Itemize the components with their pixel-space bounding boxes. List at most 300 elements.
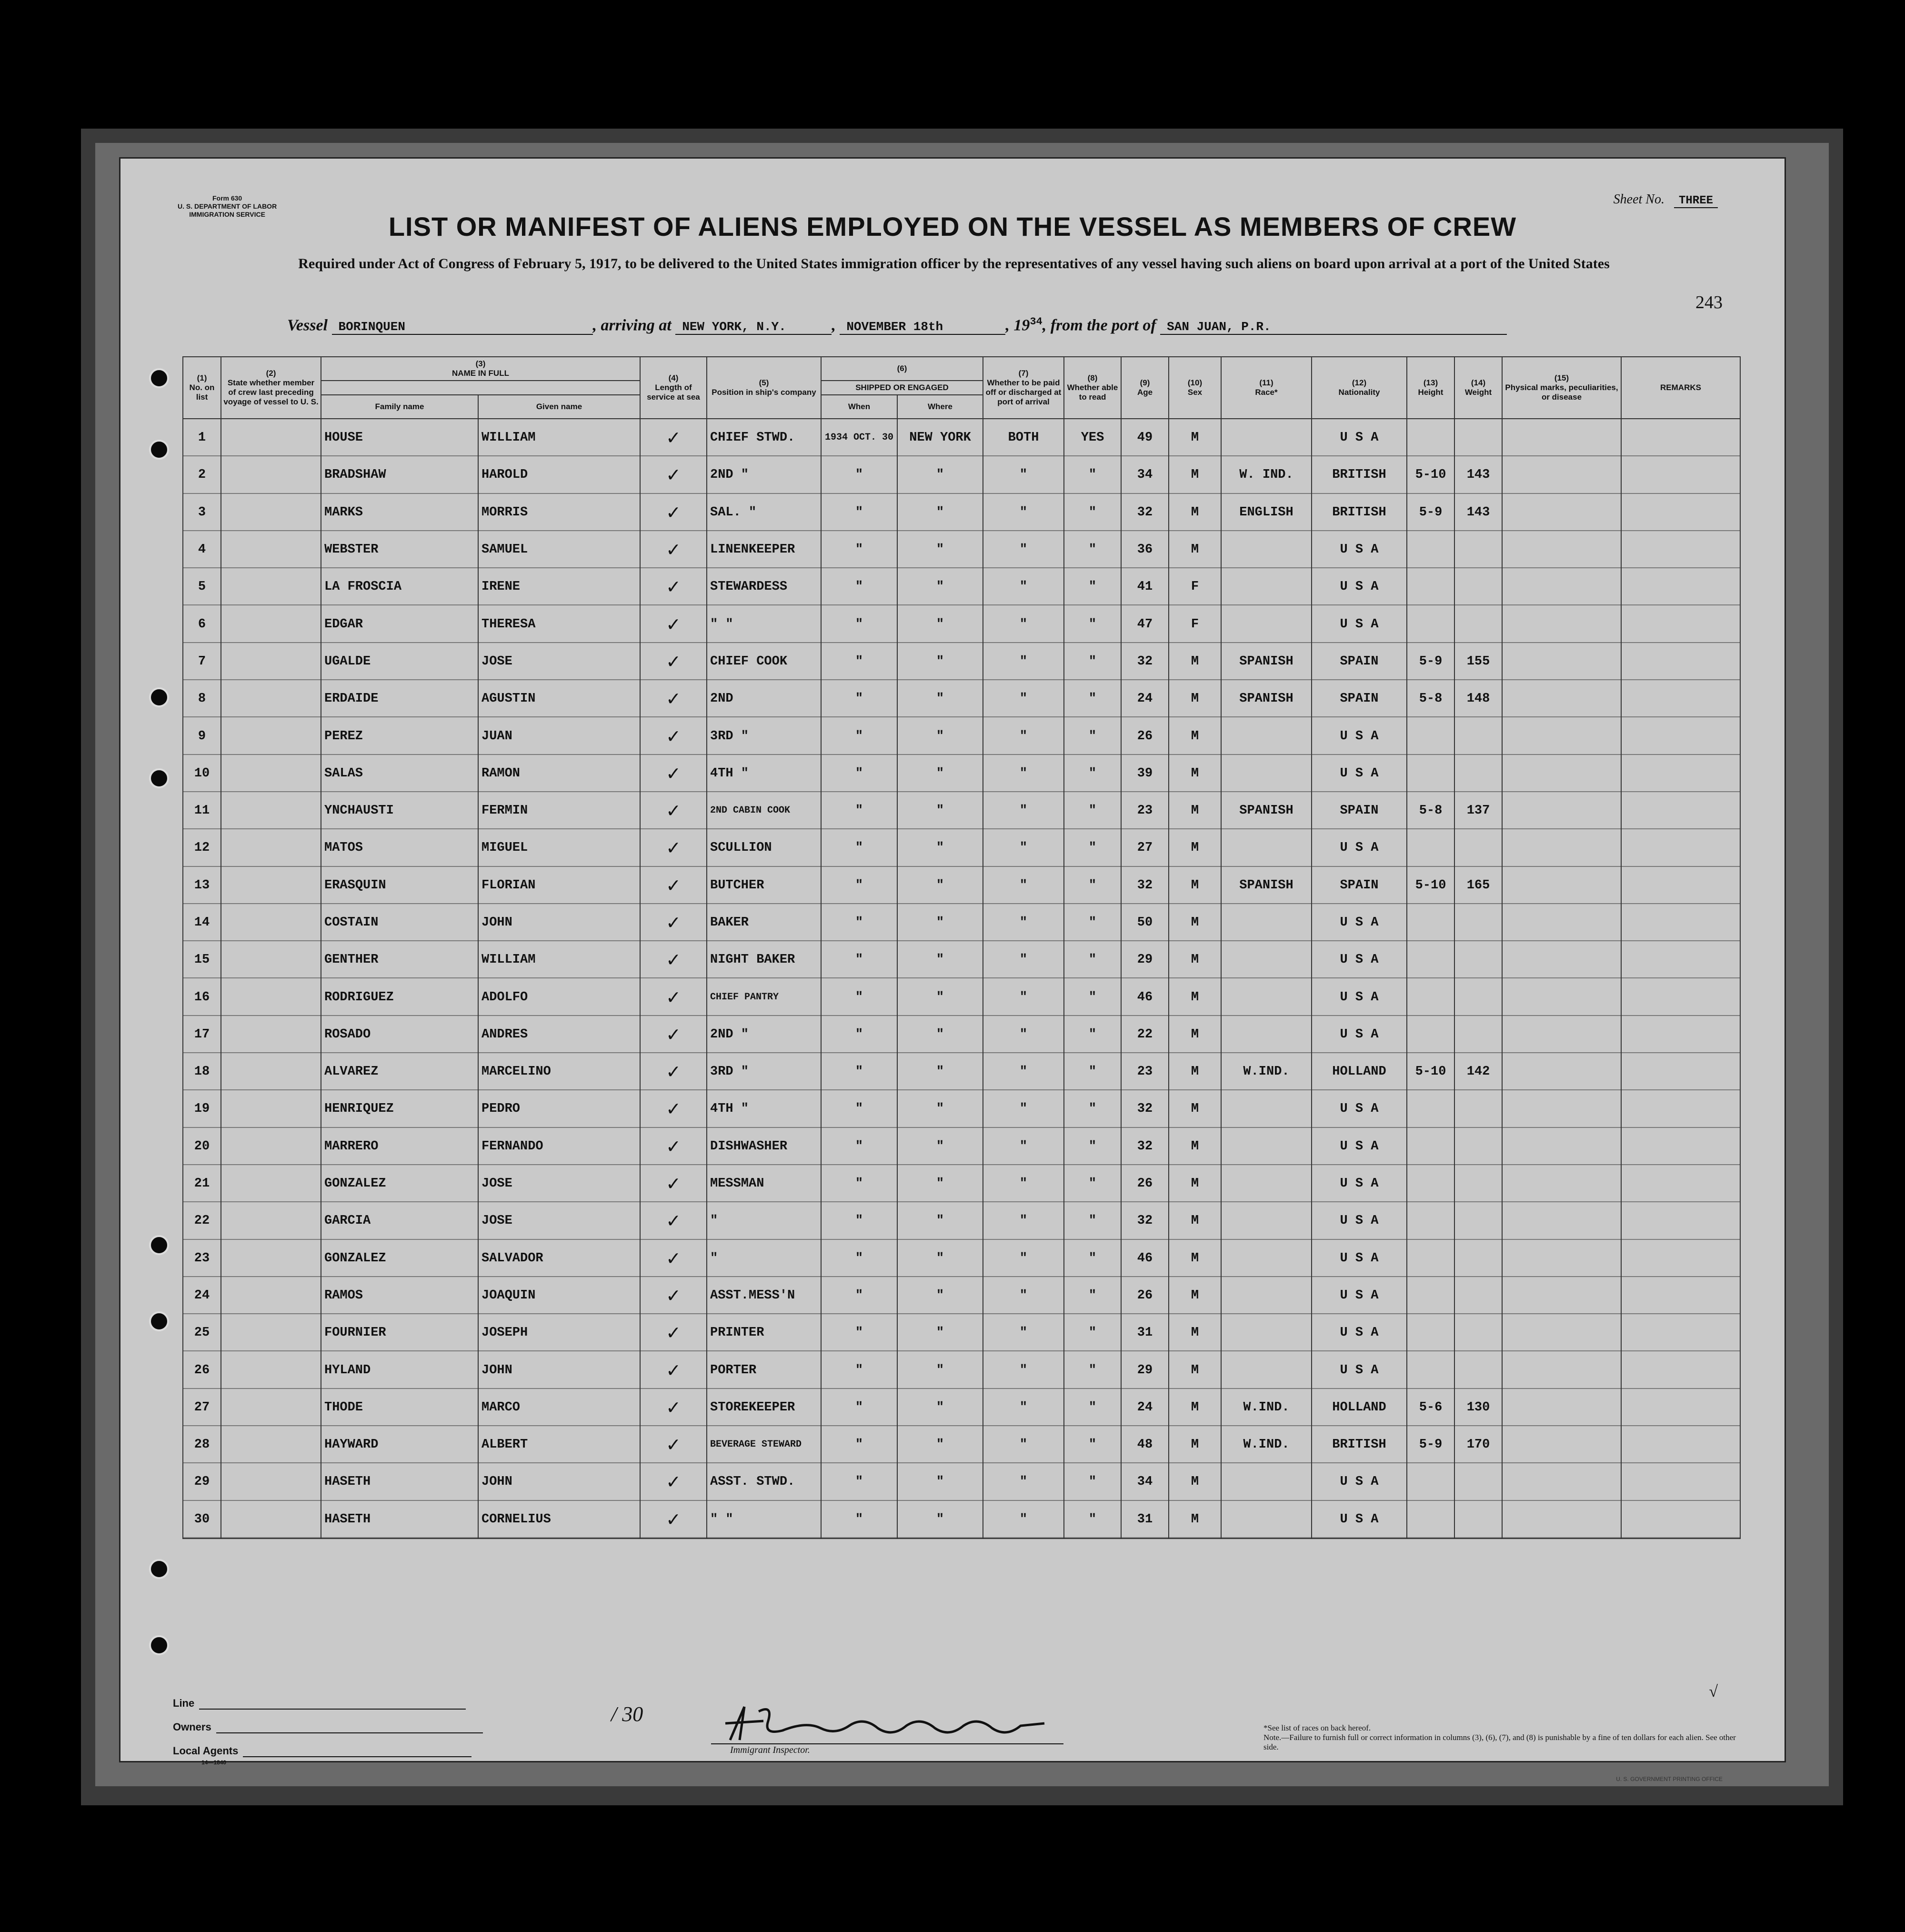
inspector-label: Immigrant Inspector. <box>730 1745 810 1755</box>
crew-row <box>183 1128 1740 1165</box>
cell-weight <box>1454 531 1502 568</box>
cell-sex: M <box>1169 829 1221 866</box>
given-name-header: Given name <box>478 395 640 419</box>
cell-given: AGUSTIN <box>478 680 640 717</box>
cell-family: MARKS <box>321 494 478 531</box>
arriving-label: , arriving at <box>592 316 672 334</box>
cell-state <box>221 1016 321 1053</box>
cell-height: 5-8 <box>1407 792 1454 829</box>
cell-race: SPANISH <box>1221 680 1312 717</box>
vessel-label: Vessel <box>287 316 328 334</box>
cell-height: 5-10 <box>1407 456 1454 493</box>
cell-state <box>221 1128 321 1165</box>
cell-paid: " <box>983 867 1064 904</box>
cell-height <box>1407 605 1454 643</box>
cell-sex: M <box>1169 419 1221 456</box>
shipped-engaged-label: SHIPPED OR ENGAGED <box>821 381 983 395</box>
cell-height <box>1407 978 1454 1016</box>
cell-where: " <box>897 456 983 493</box>
cell-remarks <box>1621 680 1740 717</box>
name-in-full <box>321 381 640 395</box>
cell-sex: M <box>1169 456 1221 493</box>
cell-remarks <box>1621 1202 1740 1239</box>
binder-hole <box>149 1559 169 1579</box>
col-remarks-header: REMARKS <box>1621 357 1740 419</box>
cell-position: 3RD " <box>707 1053 821 1090</box>
cell-read: " <box>1064 792 1121 829</box>
cell-paid: " <box>983 531 1064 568</box>
cell-where: " <box>897 941 983 978</box>
cell-no: 9 <box>183 717 221 755</box>
cell-no: 24 <box>183 1277 221 1314</box>
cell-read: " <box>1064 1165 1121 1202</box>
page-number: 243 <box>1695 292 1723 312</box>
cell-remarks <box>1621 1314 1740 1351</box>
cell-state <box>221 1501 321 1539</box>
cell-marks <box>1502 1053 1621 1090</box>
cell-nationality: U S A <box>1312 1090 1407 1127</box>
cell-height <box>1407 1314 1454 1351</box>
cell-weight <box>1454 904 1502 941</box>
cell-weight <box>1454 568 1502 605</box>
cell-when: " <box>821 1314 897 1351</box>
cell-weight: 155 <box>1454 643 1502 680</box>
family-name-header: Family name <box>321 395 478 419</box>
cell-marks <box>1502 792 1621 829</box>
cell-paid: " <box>983 1501 1064 1539</box>
when-header: When <box>821 395 897 419</box>
cell-sex: M <box>1169 1202 1221 1239</box>
cell-where: " <box>897 978 983 1016</box>
cell-family: HENRIQUEZ <box>321 1090 478 1127</box>
cell-when: " <box>821 941 897 978</box>
cell-age: 34 <box>1121 456 1169 493</box>
cell-age: 39 <box>1121 755 1169 792</box>
cell-given: ALBERT <box>478 1426 640 1463</box>
cell-paid: " <box>983 643 1064 680</box>
cell-state <box>221 1090 321 1127</box>
cell-nationality: BRITISH <box>1312 1426 1407 1463</box>
cell-given: JOHN <box>478 1463 640 1500</box>
cell-given: FLORIAN <box>478 867 640 904</box>
cell-where: " <box>897 1426 983 1463</box>
cell-where: " <box>897 1128 983 1165</box>
cell-given: MARCO <box>478 1389 640 1426</box>
cell-sex: M <box>1169 1426 1221 1463</box>
corner-mark: √ <box>1709 1683 1718 1701</box>
cell-sex: M <box>1169 717 1221 755</box>
crew-row <box>183 1202 1740 1239</box>
cell-sex: M <box>1169 643 1221 680</box>
cell-remarks <box>1621 1128 1740 1165</box>
cell-remarks <box>1621 829 1740 866</box>
cell-state <box>221 605 321 643</box>
cell-remarks <box>1621 1240 1740 1277</box>
crew-table <box>182 356 1741 1539</box>
cell-service: ✓ <box>640 494 707 531</box>
cell-weight: 143 <box>1454 494 1502 531</box>
cell-no: 23 <box>183 1240 221 1277</box>
cell-nationality: U S A <box>1312 904 1407 941</box>
cell-race <box>1221 531 1312 568</box>
cell-position: MESSMAN <box>707 1165 821 1202</box>
cell-sex: F <box>1169 605 1221 643</box>
cell-height <box>1407 717 1454 755</box>
cell-nationality: U S A <box>1312 1202 1407 1239</box>
cell-service: ✓ <box>640 1389 707 1426</box>
cell-given: FERNANDO <box>478 1128 640 1165</box>
col-service-header: (4) Length of service at sea <box>640 357 707 419</box>
cell-family: EDGAR <box>321 605 478 643</box>
cell-given: JOHN <box>478 1351 640 1389</box>
crew-row <box>183 1090 1740 1127</box>
cell-height: 5-10 <box>1407 1053 1454 1090</box>
cell-no: 7 <box>183 643 221 680</box>
cell-service: ✓ <box>640 1053 707 1090</box>
service: IMMIGRATION SERVICE <box>189 211 265 218</box>
cell-position: SAL. " <box>707 494 821 531</box>
cell-read: " <box>1064 1016 1121 1053</box>
cell-paid: " <box>983 1277 1064 1314</box>
cell-service: ✓ <box>640 1165 707 1202</box>
cell-no: 16 <box>183 978 221 1016</box>
cell-when: " <box>821 978 897 1016</box>
cell-state <box>221 1165 321 1202</box>
cell-given: JUAN <box>478 717 640 755</box>
cell-nationality: U S A <box>1312 717 1407 755</box>
department: U. S. DEPARTMENT OF LABOR <box>178 202 277 210</box>
cell-paid: " <box>983 1463 1064 1500</box>
cell-where: " <box>897 755 983 792</box>
cell-family: YNCHAUSTI <box>321 792 478 829</box>
cell-position: 2ND CABIN COOK <box>707 792 821 829</box>
cell-state <box>221 1463 321 1500</box>
cell-state <box>221 1351 321 1389</box>
cell-state <box>221 456 321 493</box>
cell-age: 22 <box>1121 1016 1169 1053</box>
cell-family: HOUSE <box>321 419 478 456</box>
cell-state <box>221 829 321 866</box>
cell-age: 24 <box>1121 1389 1169 1426</box>
cell-service: ✓ <box>640 1016 707 1053</box>
race-note: *See list of races on back hereof. <box>1263 1723 1371 1732</box>
binder-hole <box>149 368 169 388</box>
cell-read: " <box>1064 1351 1121 1389</box>
cell-age: 32 <box>1121 643 1169 680</box>
cell-read: " <box>1064 717 1121 755</box>
cell-nationality: SPAIN <box>1312 643 1407 680</box>
manifest-page <box>119 157 1786 1782</box>
cell-family: BRADSHAW <box>321 456 478 493</box>
binder-hole <box>149 1235 169 1255</box>
cell-weight <box>1454 941 1502 978</box>
cell-position: BAKER <box>707 904 821 941</box>
cell-race <box>1221 1016 1312 1053</box>
cell-where: " <box>897 1463 983 1500</box>
cell-state <box>221 1202 321 1239</box>
cell-service: ✓ <box>640 904 707 941</box>
cell-where: " <box>897 792 983 829</box>
cell-given: HAROLD <box>478 456 640 493</box>
cell-marks <box>1502 1090 1621 1127</box>
cell-service: ✓ <box>640 680 707 717</box>
cell-read: YES <box>1064 419 1121 456</box>
cell-marks <box>1502 1501 1621 1539</box>
cell-race <box>1221 568 1312 605</box>
cell-marks <box>1502 456 1621 493</box>
cell-nationality: U S A <box>1312 419 1407 456</box>
year-prefix: , 19 <box>1005 316 1030 334</box>
cell-nationality: BRITISH <box>1312 494 1407 531</box>
cell-marks <box>1502 1202 1621 1239</box>
cell-race: W.IND. <box>1221 1053 1312 1090</box>
cell-height <box>1407 1240 1454 1277</box>
cell-weight <box>1454 1277 1502 1314</box>
crew-row <box>183 531 1740 568</box>
cell-read: " <box>1064 1463 1121 1500</box>
cell-weight <box>1454 978 1502 1016</box>
cell-marks <box>1502 1389 1621 1426</box>
cell-position: " " <box>707 1501 821 1539</box>
cell-remarks <box>1621 1426 1740 1463</box>
cell-read: " <box>1064 680 1121 717</box>
cell-marks <box>1502 680 1621 717</box>
crew-row <box>183 717 1740 755</box>
cell-given: RAMON <box>478 755 640 792</box>
cell-sex: M <box>1169 1501 1221 1539</box>
cell-where: " <box>897 1501 983 1539</box>
cell-when: " <box>821 1128 897 1165</box>
cell-no: 11 <box>183 792 221 829</box>
cell-remarks <box>1621 904 1740 941</box>
col-paid-header: (7) Whether to be paid off or discharged at port of arrival <box>983 357 1064 419</box>
cell-service: ✓ <box>640 755 707 792</box>
cell-service: ✓ <box>640 717 707 755</box>
cell-marks <box>1502 1240 1621 1277</box>
cell-height <box>1407 1202 1454 1239</box>
crew-row <box>183 1240 1740 1277</box>
cell-read: " <box>1064 829 1121 866</box>
cell-given: ADOLFO <box>478 978 640 1016</box>
cell-given: WILLIAM <box>478 941 640 978</box>
cell-marks <box>1502 419 1621 456</box>
cell-given: JOSEPH <box>478 1314 640 1351</box>
cell-when: " <box>821 1463 897 1500</box>
cell-sex: M <box>1169 1165 1221 1202</box>
cell-race <box>1221 1165 1312 1202</box>
cell-where: " <box>897 717 983 755</box>
cell-weight: 170 <box>1454 1426 1502 1463</box>
cell-sex: M <box>1169 867 1221 904</box>
cell-marks <box>1502 1314 1621 1351</box>
cell-weight <box>1454 1314 1502 1351</box>
cell-service: ✓ <box>640 1426 707 1463</box>
cell-weight: 142 <box>1454 1053 1502 1090</box>
cell-read: " <box>1064 904 1121 941</box>
cell-race <box>1221 605 1312 643</box>
cell-when: " <box>821 792 897 829</box>
cell-position: " <box>707 1240 821 1277</box>
cell-nationality: U S A <box>1312 1277 1407 1314</box>
cell-race <box>1221 717 1312 755</box>
cell-marks <box>1502 605 1621 643</box>
cell-position: " <box>707 1202 821 1239</box>
cell-nationality: U S A <box>1312 1128 1407 1165</box>
cell-family: HYLAND <box>321 1351 478 1389</box>
cell-read: " <box>1064 755 1121 792</box>
cell-where: " <box>897 904 983 941</box>
cell-state <box>221 1277 321 1314</box>
cell-no: 18 <box>183 1053 221 1090</box>
cell-family: GENTHER <box>321 941 478 978</box>
cell-position: NIGHT BAKER <box>707 941 821 978</box>
cell-no: 25 <box>183 1314 221 1351</box>
cell-nationality: SPAIN <box>1312 680 1407 717</box>
cell-remarks <box>1621 1277 1740 1314</box>
footer-line: Line <box>173 1697 466 1710</box>
crew-row <box>183 605 1740 643</box>
cell-remarks <box>1621 717 1740 755</box>
cell-weight: 165 <box>1454 867 1502 904</box>
cell-read: " <box>1064 643 1121 680</box>
cell-where: " <box>897 568 983 605</box>
cell-sex: M <box>1169 1090 1221 1127</box>
cell-sex: F <box>1169 568 1221 605</box>
cell-when: " <box>821 456 897 493</box>
cell-marks <box>1502 1165 1621 1202</box>
cell-service: ✓ <box>640 941 707 978</box>
cell-service: ✓ <box>640 829 707 866</box>
cell-state <box>221 1314 321 1351</box>
cell-paid: " <box>983 1165 1064 1202</box>
cell-state <box>221 1053 321 1090</box>
cell-paid: " <box>983 755 1064 792</box>
inspector-signature <box>711 1702 1063 1745</box>
cell-race <box>1221 978 1312 1016</box>
cell-age: 23 <box>1121 792 1169 829</box>
cell-given: MARCELINO <box>478 1053 640 1090</box>
cell-read: " <box>1064 568 1121 605</box>
cell-family: GONZALEZ <box>321 1165 478 1202</box>
crew-row <box>183 1389 1740 1426</box>
cell-service: ✓ <box>640 1277 707 1314</box>
cell-weight <box>1454 1016 1502 1053</box>
cell-age: 32 <box>1121 1202 1169 1239</box>
cell-position: 4TH " <box>707 1090 821 1127</box>
col-nationality-header: (12) Nationality <box>1312 357 1407 419</box>
cell-no: 13 <box>183 867 221 904</box>
cell-marks <box>1502 941 1621 978</box>
cell-age: 47 <box>1121 605 1169 643</box>
cell-remarks <box>1621 568 1740 605</box>
col-age-header: (9) Age <box>1121 357 1169 419</box>
cell-sex: M <box>1169 1463 1221 1500</box>
cell-where: " <box>897 494 983 531</box>
cell-where: " <box>897 1165 983 1202</box>
arriving-port: NEW YORK, N.Y. <box>675 320 832 335</box>
penalty-note: Note.—Failure to furnish full or correct information in columns (3), (6), (7), and (8) is punishable by a fine of ten dollars for each alien. See other side. <box>1263 1733 1736 1751</box>
cell-remarks <box>1621 643 1740 680</box>
where-header: Where <box>897 395 983 419</box>
cell-position: SCULLION <box>707 829 821 866</box>
cell-sex: M <box>1169 1128 1221 1165</box>
cell-position: PORTER <box>707 1351 821 1389</box>
cell-age: 36 <box>1121 531 1169 568</box>
cell-nationality: U S A <box>1312 941 1407 978</box>
cell-paid: " <box>983 1202 1064 1239</box>
cell-read: " <box>1064 1090 1121 1127</box>
cell-given: FERMIN <box>478 792 640 829</box>
cell-height <box>1407 1463 1454 1500</box>
cell-paid: " <box>983 605 1064 643</box>
cell-service: ✓ <box>640 1202 707 1239</box>
cell-remarks <box>1621 1463 1740 1500</box>
cell-nationality: U S A <box>1312 568 1407 605</box>
cell-paid: " <box>983 680 1064 717</box>
cell-remarks <box>1621 941 1740 978</box>
cell-service: ✓ <box>640 456 707 493</box>
cell-paid: " <box>983 717 1064 755</box>
cell-no: 17 <box>183 1016 221 1053</box>
cell-where: " <box>897 829 983 866</box>
cell-family: PEREZ <box>321 717 478 755</box>
cell-where: " <box>897 605 983 643</box>
cell-position: CHIEF COOK <box>707 643 821 680</box>
cell-when: " <box>821 531 897 568</box>
cell-family: RODRIGUEZ <box>321 978 478 1016</box>
cell-where: " <box>897 867 983 904</box>
cell-sex: M <box>1169 680 1221 717</box>
cell-remarks <box>1621 1165 1740 1202</box>
cell-paid: " <box>983 1240 1064 1277</box>
cell-no: 12 <box>183 829 221 866</box>
cell-read: " <box>1064 867 1121 904</box>
cell-state <box>221 904 321 941</box>
cell-race: SPANISH <box>1221 792 1312 829</box>
cell-family: ERASQUIN <box>321 867 478 904</box>
cell-height <box>1407 1165 1454 1202</box>
col-position-header: (5) Position in ship's company <box>707 357 821 419</box>
cell-weight <box>1454 1165 1502 1202</box>
cell-race <box>1221 1277 1312 1314</box>
cell-when: " <box>821 717 897 755</box>
crew-row <box>183 1463 1740 1500</box>
cell-remarks <box>1621 792 1740 829</box>
cell-sex: M <box>1169 494 1221 531</box>
cell-position: BEVERAGE STEWARD <box>707 1426 821 1463</box>
cell-no: 30 <box>183 1501 221 1539</box>
cell-position: 4TH " <box>707 755 821 792</box>
cell-state <box>221 680 321 717</box>
cell-no: 14 <box>183 904 221 941</box>
cell-position: 2ND " <box>707 456 821 493</box>
from-port: SAN JUAN, P.R. <box>1160 320 1507 335</box>
cell-given: JOSE <box>478 643 640 680</box>
cell-no: 29 <box>183 1463 221 1500</box>
cell-nationality: U S A <box>1312 978 1407 1016</box>
cell-paid: " <box>983 941 1064 978</box>
cell-service: ✓ <box>640 643 707 680</box>
cell-age: 26 <box>1121 1165 1169 1202</box>
cell-no: 20 <box>183 1128 221 1165</box>
col-weight-header: (14) Weight <box>1454 357 1502 419</box>
cell-remarks <box>1621 605 1740 643</box>
cell-race: W.IND. <box>1221 1426 1312 1463</box>
col-marks-header: (15) Physical marks, peculiarities, or disease <box>1502 357 1621 419</box>
cell-where: " <box>897 1351 983 1389</box>
cell-race: W.IND. <box>1221 1389 1312 1426</box>
cell-when: " <box>821 904 897 941</box>
